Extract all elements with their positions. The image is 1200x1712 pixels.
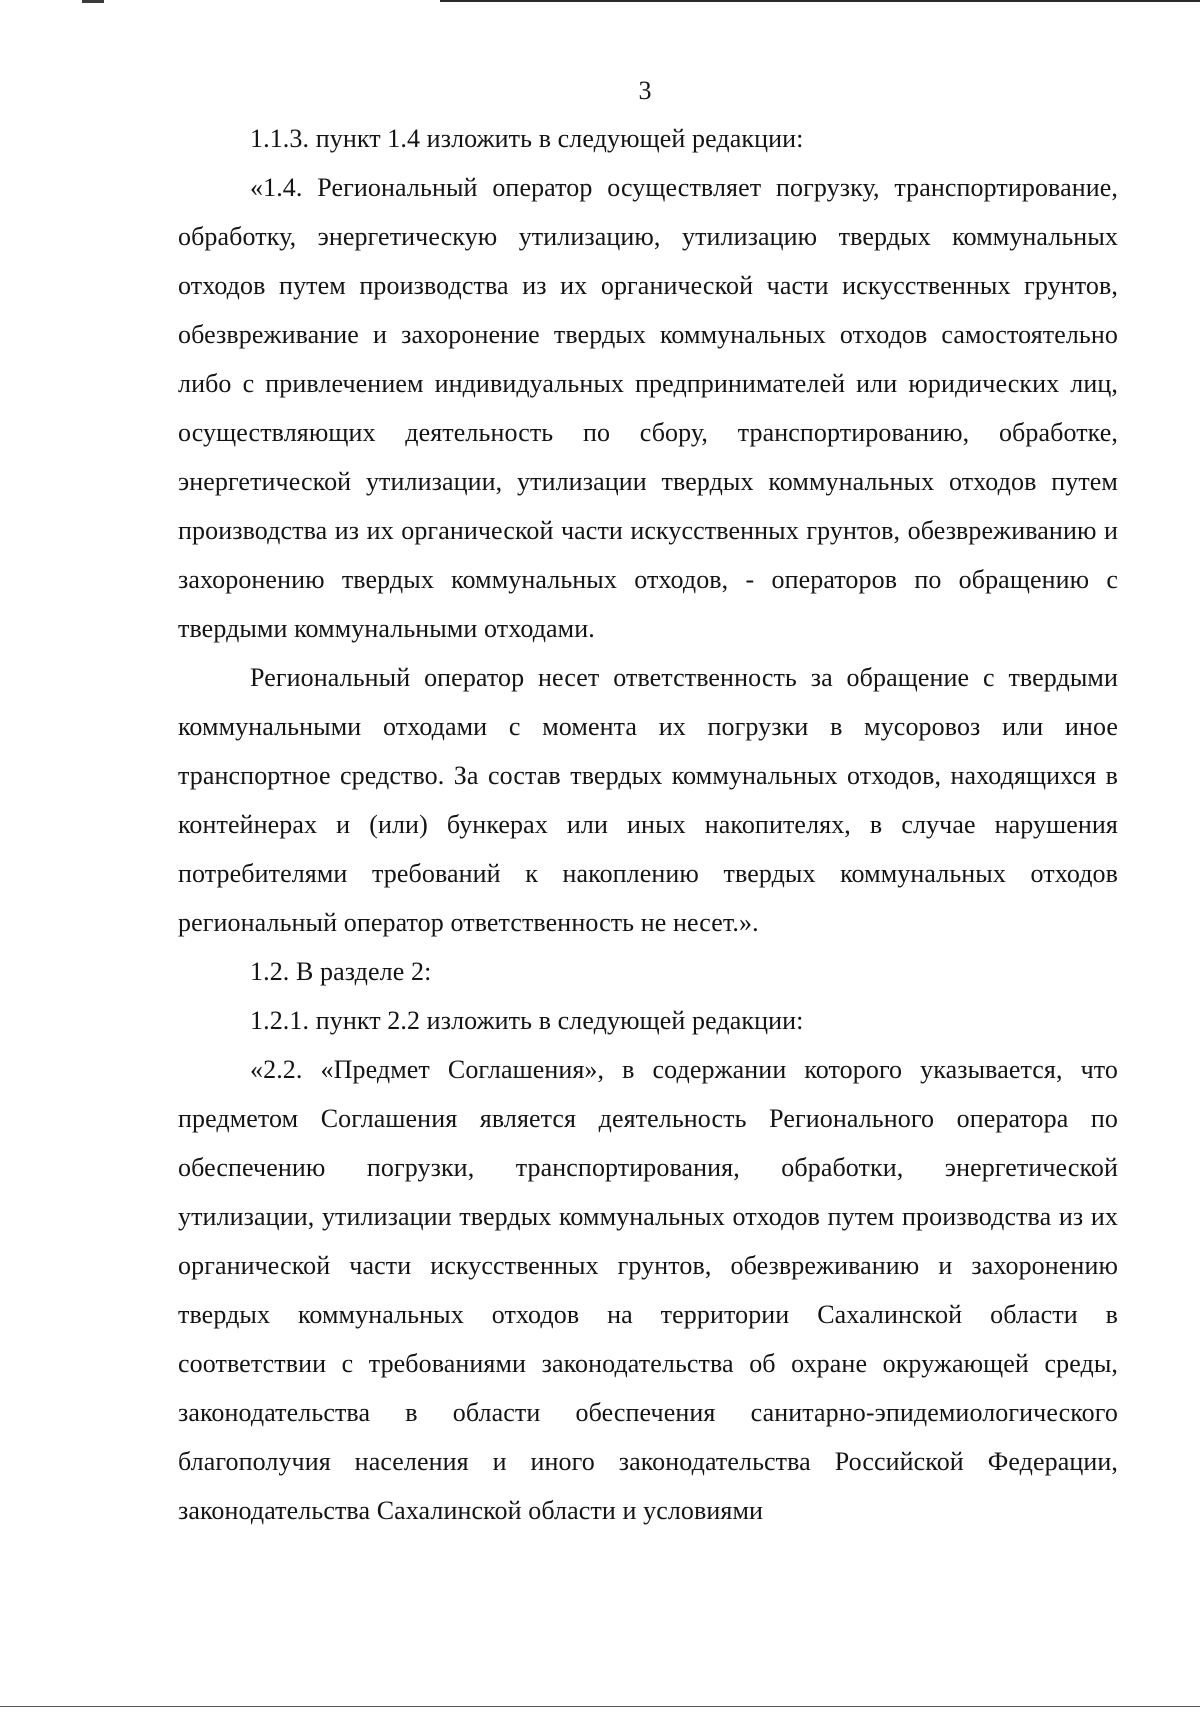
- paragraph-clause-2-2: «2.2. «Предмет Соглашения», в содержании которого указывается, что предметом Соглашения является деятельность Регионального оператора по обеспечению погрузки, транспортирования, обработки, энергетической утилизации, утилизации твердых коммунальных отходов путем производства из их органической части искусственных грунтов, обезвреживанию и захоронению твердых коммунальных отходов на территории Сахалинской области в соответствии с требованиями законодательства об охране окружающей среды, законодательства в области обеспечения санитарно-эпидемиологического благополучия населения и иного законодательства Российской Федерации, законодательства Сахалинской области и условиями: [178, 1055, 1118, 1525]
- scan-artifact-top-line: [440, 0, 1200, 2]
- paragraph-clause-1-4: «1.4. Региональный оператор осуществляет погрузку, транспортирование, обработку, энергетическую утилизацию, утилизацию твердых коммунальных отходов путем производства из их органической части искусственных грунтов, обезвреживание и захоронение твердых коммунальных отходов самостоятельно либо с привлечением индивидуальных предпринимателей или юридических лиц, осуществляющих деятельность по сбору, транспортированию, обработке, энергетической утилизации, утилизации твердых коммунальных отходов путем производства из их органической части искусственных грунтов, обезвреживанию и захоронению твердых коммунальных отходов, - операторов по обращению с твердыми коммунальными отходами.: [178, 173, 1118, 643]
- page-number: 3: [638, 76, 652, 105]
- scan-artifact-bottom-line: [0, 1706, 1200, 1707]
- paragraph-responsibility: Региональный оператор несет ответственность за обращение с твердыми коммунальными отходами с момента их погрузки в мусоровоз или иное транспортное средство. За состав твердых коммунальных отходов, находящихся в контейнерах и (или) бункерах или иных накопителях, в случае нарушения потребителями требований к накоплению твердых коммунальных отходов региональный оператор ответственность не несет.».: [178, 663, 1118, 937]
- paragraph-item-1-2: 1.2. В разделе 2:: [250, 957, 432, 986]
- document-body: [178, 114, 1118, 1535]
- paragraph-item-1-1-3: 1.1.3. пункт 1.4 изложить в следующей редакции:: [250, 124, 804, 153]
- scan-artifact-mark: [82, 0, 104, 3]
- paragraph-item-1-2-1: 1.2.1. пункт 2.2 изложить в следующей редакции:: [250, 1006, 804, 1035]
